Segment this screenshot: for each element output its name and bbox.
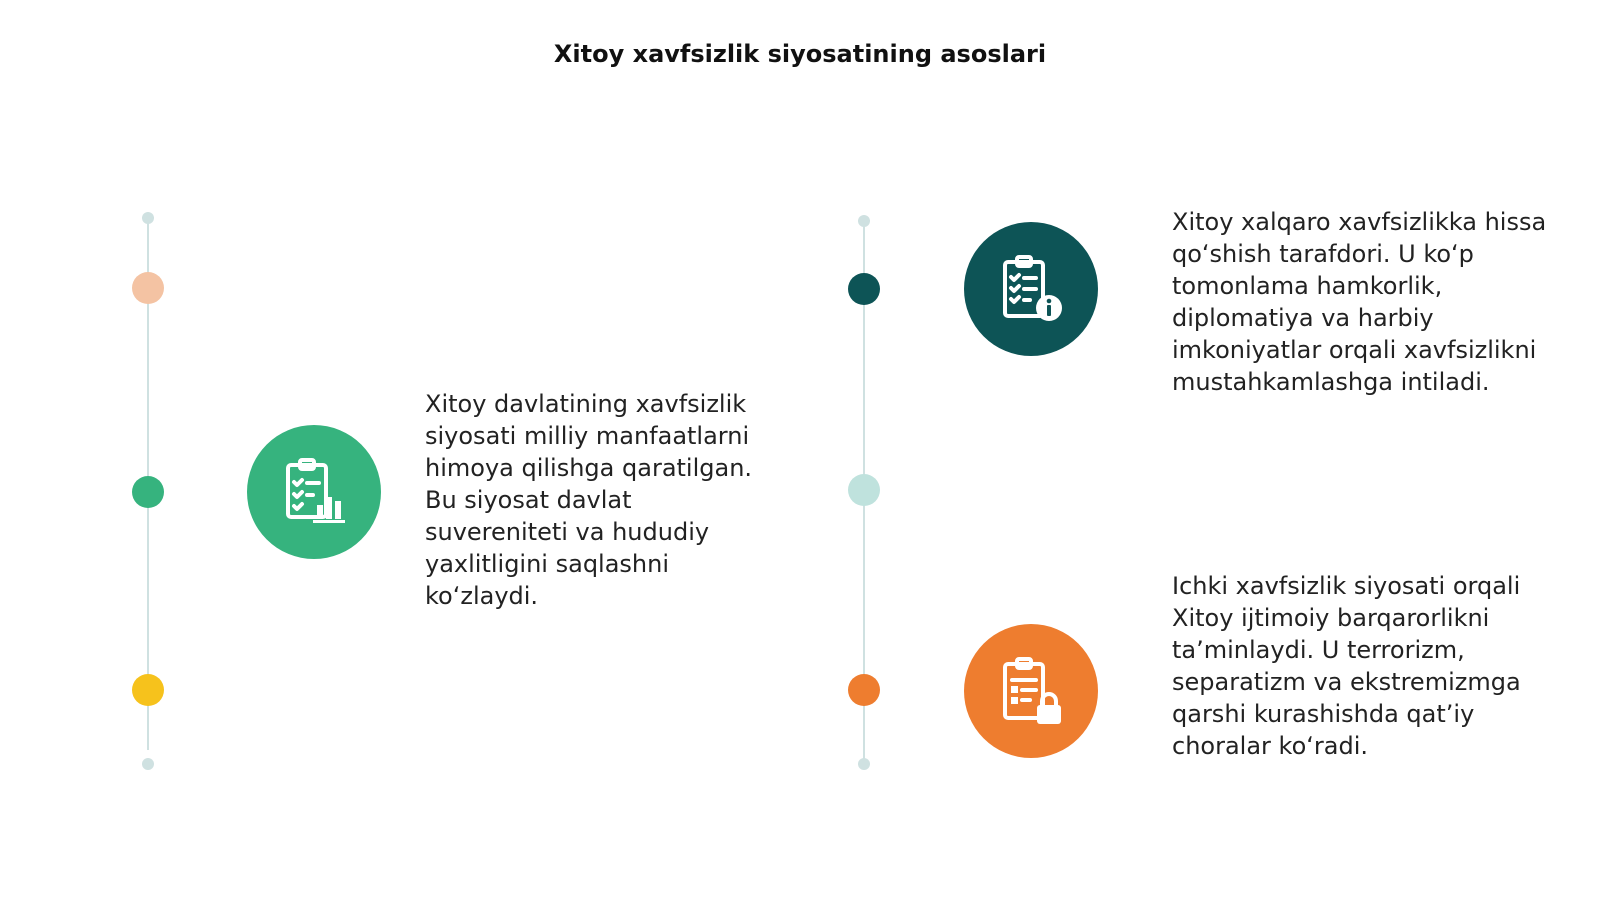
item-text-2: Xitoy xalqaro xavfsizlikka hissa qoʻshish tarafdori. U koʻp tomonlama hamkorlik, diplomatiya va harbiy imkoniyatlar orqali xavfsizlikni mustahkamlashga intiladi. <box>1172 208 1547 396</box>
icon-circle-green <box>247 425 381 559</box>
timeline-node-teal-light <box>848 474 880 506</box>
page-title: Xitoy xavfsizlik siyosatining asoslari <box>553 40 1047 68</box>
clipboard-lock-icon <box>994 654 1068 728</box>
item-text-3: Ichki xavfsizlik siyosati orqali Xitoy ijtimoiy barqarorlikni taʼminlaydi. U terrorizm, separatizm va ekstremizmga qarshi kurashishda qatʼiy choralar koʻradi. <box>1172 572 1521 760</box>
timeline-node-yellow <box>132 674 164 706</box>
icon-circle-orange <box>964 624 1098 758</box>
timeline-node-orange <box>848 674 880 706</box>
clipboard-info-icon <box>994 252 1068 326</box>
timeline-node-peach <box>132 272 164 304</box>
timeline-node-green <box>132 476 164 508</box>
icon-circle-teal <box>964 222 1098 356</box>
item-text-1: Xitoy davlatining xavfsizlik siyosati milliy manfaatlarni himoya qilishga qaratilgan. Bu siyosat davlat suvereniteti va hududiy yaxlitligini saqlashni koʻzlaydi. <box>425 390 753 610</box>
timeline-end-dot <box>858 758 870 770</box>
clipboard-chart-icon <box>277 455 351 529</box>
timeline-end-dot <box>858 215 870 227</box>
timeline-end-dot <box>142 212 154 224</box>
timeline-node-teal-dark <box>848 273 880 305</box>
timeline-end-dot <box>142 758 154 770</box>
